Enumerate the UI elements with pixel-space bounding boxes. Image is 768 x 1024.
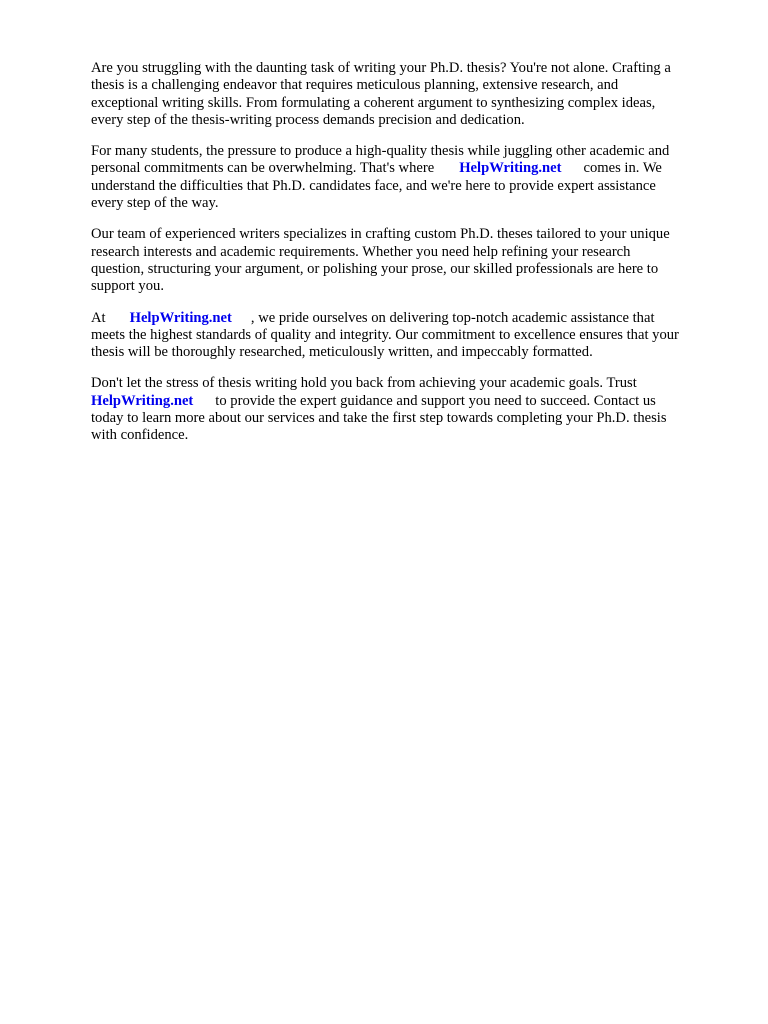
text-segment: , we pride ourselves on delivering top-notch academic assistance that	[250, 309, 655, 326]
text-line: Are you struggling with the daunting task of writing your Ph.D. thesis? You're not alone. Crafting a	[91, 60, 671, 76]
document-body	[91, 60, 731, 459]
text-line: today to learn more about our services and take the first step towards completing your Ph.D. thesis	[91, 410, 667, 427]
text-line: question, structuring your argument, or polishing your prose, our skilled professionals are here to	[91, 260, 659, 277]
text-line-with-link	[91, 310, 731, 327]
text-line: with confidence.	[91, 427, 189, 444]
text-segment: personal commitments can be overwhelming. That's where	[91, 160, 435, 177]
helpwriting-link[interactable]: HelpWriting.net	[129, 309, 232, 326]
text-line: exceptional writing skills. From formulating a coherent argument to synthesizing complex ideas,	[91, 94, 656, 111]
text-line-with-link	[91, 160, 731, 177]
text-line: understand the difficulties that Ph.D. candidates face, and we're here to provide expert assistance	[91, 177, 656, 194]
text-line: Our team of experienced writers specializes in crafting custom Ph.D. theses tailored to your unique	[91, 226, 670, 243]
text-line: thesis will be thoroughly researched, meticulously written, and impeccably formatted.	[91, 344, 593, 361]
text-segment: to provide the expert guidance and support you need to succeed. Contact us	[215, 392, 656, 409]
text-segment: At	[91, 309, 106, 326]
paragraph-closing	[91, 375, 731, 444]
paragraph-pride	[91, 310, 731, 362]
text-line: Don't let the stress of thesis writing hold you back from achieving your academic goals. Trust	[91, 375, 637, 392]
text-line: meets the highest standards of quality and integrity. Our commitment to excellence ensures that your	[91, 326, 679, 343]
text-segment: comes in. We	[583, 160, 662, 177]
text-line: support you.	[91, 278, 164, 295]
text-line: every step of the way.	[91, 195, 219, 212]
paragraph-pressure	[91, 143, 731, 212]
text-line: research interests and academic requirements. Whether you need help refining your research	[91, 243, 631, 260]
text-line: For many students, the pressure to produce a high-quality thesis while juggling other academic and	[91, 143, 670, 160]
paragraph-intro	[91, 60, 731, 129]
text-line: thesis is a challenging endeavor that requires meticulous planning, extensive research, and	[91, 77, 619, 94]
helpwriting-link[interactable]: HelpWriting.net	[459, 160, 562, 177]
text-line: every step of the thesis-writing process demands precision and dedication.	[91, 111, 525, 128]
paragraph-team	[91, 226, 731, 295]
helpwriting-link[interactable]: HelpWriting.net	[91, 392, 194, 409]
text-line-with-link	[91, 393, 731, 410]
